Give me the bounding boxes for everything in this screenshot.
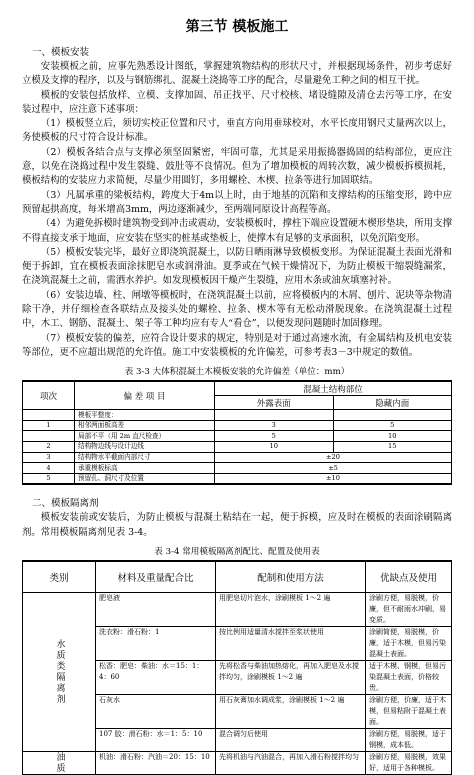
column-header-pros: 优缺点及使用 xyxy=(366,561,452,593)
cell-item: 承重模板标高 xyxy=(75,463,215,474)
tolerance-table xyxy=(22,380,452,485)
cell-method: 按比例用适量清水搅拌至浆状使用 xyxy=(216,626,366,660)
cell-item: 结构物边线与设计边线 xyxy=(75,442,215,453)
paragraph: 模板的安装包括放样、立模、支撑加固、吊正找平、尺寸校核、堵设缝隙及清仓去污等工序，在安装过程中，应注意下述事项： xyxy=(22,89,452,115)
cell-material: 肥皂液 xyxy=(96,592,216,626)
cell-method: 混合调匀后使用 xyxy=(216,728,366,751)
cell-material: 洗衣粉：滑石粉：1 xyxy=(96,626,216,660)
paragraph: （2）模板各结合点与支撑必须坚固紧密，牢固可靠，尤其是采用振捣器捣固的结构部位，更应注意，以免在浇捣过程中发生裂缝、鼓肚等不良情况。但为了增加模板的周转次数，减少模板拆模损耗，模板结构的安装应力求简便，尽量少用圆钉，多用螺栓、木楔、拉条等进行加固联结。 xyxy=(22,146,452,187)
table-row xyxy=(23,473,452,484)
table-row xyxy=(23,463,452,474)
cell-method: 用石灰膏加水调成浆，涂刷模板 1～2 遍 xyxy=(216,694,366,728)
table-row xyxy=(23,410,452,421)
release-agent-table xyxy=(22,560,452,775)
section-heading-release-agent: 二、模板隔离剂 xyxy=(32,498,99,510)
cell-pros: 涂刷方便，价廉，适于木模，但易粘附于混凝土表面。 xyxy=(366,694,452,728)
column-header-method: 配制和使用方法 xyxy=(216,561,366,593)
paragraph: （7）模板安装的偏差，应符合设计要求的规定，特别是对于通过高速水流，有金属结构及机电安装等部位，更不应超出规范的允许值。施工中安装模板的允许偏差，可参考表3－3中规定的数值。 xyxy=(22,332,452,358)
table-row xyxy=(23,751,452,774)
cell-method: 先将松香与柴油加热熔化，再加入肥皂及水搅拌均匀，涂刷模板 1～2 遍 xyxy=(216,660,366,694)
cell-hidden: 10 xyxy=(333,431,452,442)
cell-exposed: ±5 xyxy=(215,463,452,474)
cell-exposed: ±10 xyxy=(215,473,452,484)
column-header-hidden: 隐藏内面 xyxy=(333,396,452,410)
group-label-water: 水质类隔离剂 xyxy=(23,592,96,751)
cell-item: 结构物水平截面内部尺寸 xyxy=(75,452,215,463)
column-header-group: 混凝土结构部位 xyxy=(215,381,452,396)
cell-hidden: 5 xyxy=(333,420,452,431)
paragraph: （3）凡属承重的梁板结构，跨度大于4m以上时，由于地基的沉陷和支撑结构的压缩变形，跨中应预留起拱高度，每米增高3mm，两边逐渐减少，至两端同原设计高程等高。 xyxy=(22,189,452,215)
cell-exposed xyxy=(215,410,334,421)
paragraph: 安装模板之前，应事先熟悉设计图纸，掌握建筑物结构的形状尺寸，并根据现场条件，初步考虑好立模及支撑的程序，以及与钢筋绑扎、混凝土浇捣等工序的配合，尽量避免工种之间的相互干扰。 xyxy=(22,61,452,87)
table-3-4-caption: 表 3-4 常用模板隔离剂配比、配置及使用表 xyxy=(154,546,320,557)
paragraph: （5）模板安装完毕，最好立即浇筑混凝土，以防日晒雨淋导致模板变形。为保证混凝土表面光滑和便于拆卸，宜在模板表面涂抹肥皂水或润滑油。夏季或在气候干燥情况下，为防止模板干缩裂缝漏浆，在浇筑混凝土之前，需洒水养护。如发现模板因干燥产生裂缝，应用木条或油灰填塞衬补。 xyxy=(22,246,452,287)
cell-index xyxy=(23,431,75,442)
table-row xyxy=(23,452,452,463)
paragraph: （6）安装边墙、柱、闸墩等模板时，在浇筑混凝土以前，应将模板内的木屑、刨片、泥块等杂物清除干净，并仔细检查各联结点及接头处的螺栓、拉条、楔木等有无松动滑脱现象。在浇筑混凝土过程中，木工、钢筋、混凝土、架子等工种均应有专人“看仓”，以便发现问题随时加固修理。 xyxy=(22,289,452,330)
cell-item: 模板平整度： xyxy=(75,410,215,421)
column-header-item: 偏 差 项 目 xyxy=(75,381,215,410)
group-label-oil: 油质 xyxy=(23,751,96,774)
cell-pros: 涂刷方便，易脱模，价廉，但不耐雨水冲刷，易变质。 xyxy=(366,592,452,626)
table-row xyxy=(23,442,452,453)
cell-index: 5 xyxy=(23,473,75,484)
cell-material: 松香：肥皂：柴油：水＝15：1：4：60 xyxy=(96,660,216,694)
cell-pros: 涂刷简便，易脱模，价廉，适于木模，但易污染混凝土表面。 xyxy=(366,626,452,660)
column-header-exposed: 外露表面 xyxy=(215,396,334,410)
cell-pros: 涂刷方便，易脱模，适于钢模，成本低。 xyxy=(366,728,452,751)
cell-item: 预留孔、洞尺寸及位置 xyxy=(75,473,215,484)
column-header-index: 项次 xyxy=(23,381,75,410)
column-header-material: 材料及重量配合比 xyxy=(96,561,216,593)
paragraph: （4）为避免拆模时建筑物受到冲击或震动，安装模板时，撑柱下端应设置硬木楔形垫块，所用支撑不得直接支承于地面，应安装在坚实的桩基或垫板上，使撑木有足够的支承面积，以免沉陷变形。 xyxy=(22,218,452,244)
cell-method: 先将机油与汽油混合，再加入滑石粉搅拌均匀 xyxy=(216,751,366,774)
cell-exposed: ±20 xyxy=(215,452,452,463)
cell-index xyxy=(23,410,75,421)
cell-index: 3 xyxy=(23,452,75,463)
cell-exposed: 10 xyxy=(215,442,334,453)
cell-item: 相邻两面板高差 xyxy=(75,420,215,431)
cell-hidden: 15 xyxy=(333,442,452,453)
cell-material: 107 胶：滑石粉：水＝1：5：10 xyxy=(96,728,216,751)
cell-index: 4 xyxy=(23,463,75,474)
table-3-3-caption: 表 3-3 大体积混凝土木模板安装的允许偏差（单位：mm） xyxy=(124,367,350,378)
cell-hidden xyxy=(333,410,452,421)
cell-method: 用肥皂切片泡水，涂刷模板 1～2 遍 xyxy=(216,592,366,626)
cell-material: 机油：滑石粉：汽油＝20：15：10 xyxy=(96,751,216,774)
cell-pros: 涂刷方便，易脱模，效果好，适用于各种模板。 xyxy=(366,751,452,774)
cell-index: 1 xyxy=(23,420,75,431)
paragraph: （1）模板竖立后，须切实校正位置和尺寸，垂直方向用垂球校对，水平长度用钢尺丈量两次以上，务使模板的尺寸符合设计标准。 xyxy=(22,118,452,144)
page-title: 第三节 模板施工 xyxy=(185,19,289,35)
table-row xyxy=(23,592,452,626)
cell-material: 石灰水 xyxy=(96,694,216,728)
cell-pros: 适于木模、钢模，但易污染混凝土表面，价格较贵。 xyxy=(366,660,452,694)
cell-exposed: 5 xyxy=(215,431,334,442)
paragraph: 模板安装前或安装后，为防止模板与混凝土粘结在一起，便于拆模，应及时在模板的表面涂刷隔离剂。常用模板隔离剂见表 3-4。 xyxy=(22,512,452,538)
cell-exposed: 3 xyxy=(215,420,334,431)
section-heading-formwork-install: 一、模板安装 xyxy=(32,47,90,58)
table-row xyxy=(23,431,452,442)
cell-item: 局部不平（用 2m 直尺检查） xyxy=(75,431,215,442)
table-row xyxy=(23,420,452,431)
cell-index: 2 xyxy=(23,442,75,453)
column-header-type: 类别 xyxy=(23,561,96,593)
